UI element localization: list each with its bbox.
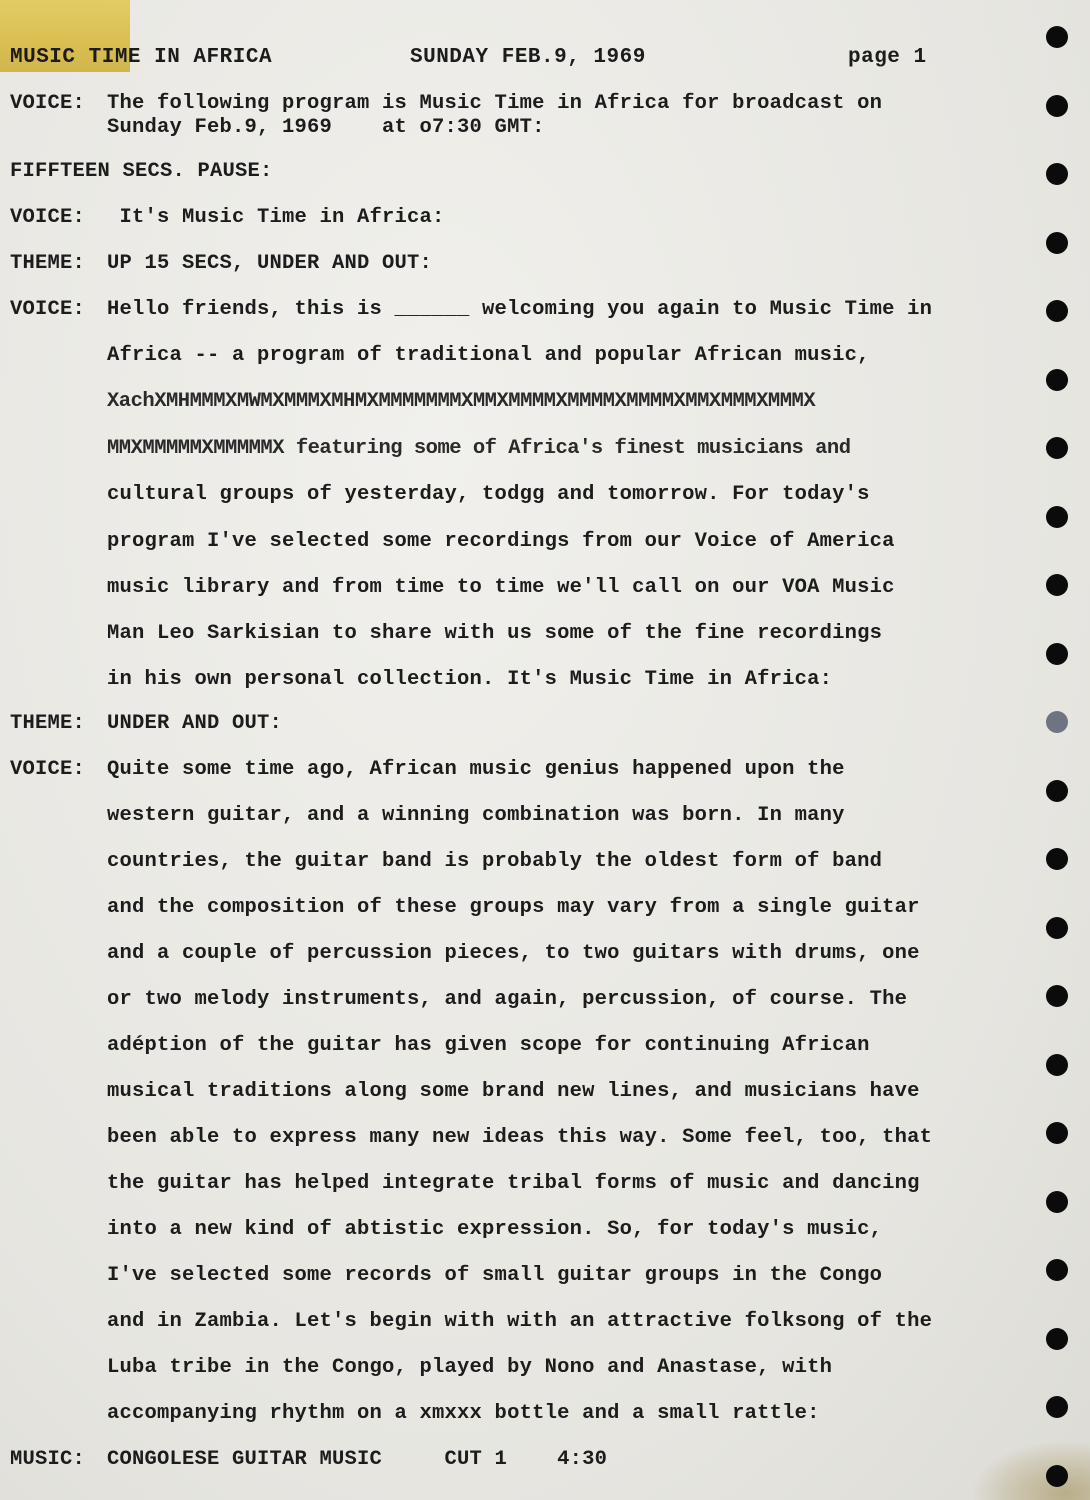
line-text: been able to express many new ideas this way. Some feel, too, that [107,1126,933,1149]
cue-label: VOICE: [10,206,86,229]
perforation-hole [1046,1465,1068,1487]
perforation-hole [1046,574,1068,596]
script-body-line [107,483,1027,513]
script-body-line [107,668,1027,698]
broadcast-date: SUNDAY FEB.9, 1969 [410,46,646,69]
script-body-line [107,1126,1027,1156]
line-text: into a new kind of abtistic expression. So, for today's music, [107,1218,883,1241]
perforation-hole [1046,643,1068,665]
perforation-hole [1046,1396,1068,1418]
perforation-hole [1046,232,1068,254]
line-text: I've selected some records of small guitar groups in the Congo [107,1264,883,1287]
cue-label: THEME: [10,712,86,735]
script-body-line [107,850,1027,880]
script-cue-line [10,758,1030,788]
script-cue-line [10,712,1030,742]
script-body-line [107,1218,1027,1248]
script-body-line [107,896,1027,926]
perforation-hole [1046,1054,1068,1076]
cue-label: THEME: [10,252,86,275]
line-text: UNDER AND OUT: [107,712,283,735]
perforation-hole [1046,848,1068,870]
perforation-hole [1046,1259,1068,1281]
script-body-line [107,390,1027,420]
perforation-hole [1046,369,1068,391]
line-text: The following program is Music Time in Africa for broadcast on [107,92,883,115]
script-body-line [107,576,1027,606]
script-body-line [107,804,1027,834]
perforation-hole [1046,1122,1068,1144]
line-text: and a couple of percussion pieces, to two guitars with drums, one [107,942,920,965]
script-body-line [107,1080,1027,1110]
line-text: cultural groups of yesterday, todgg and tomorrow. For today's [107,483,870,506]
script-body-line [107,942,1027,972]
line-text: CONGOLESE GUITAR MUSIC CUT 1 4:30 [107,1448,608,1471]
perforation-hole [1046,711,1068,733]
page-number: page 1 [848,46,927,69]
script-body-line [107,1172,1027,1202]
script-body-line [107,1310,1027,1340]
line-text: music library and from time to time we'll call on our VOA Music [107,576,895,599]
script-body-line [107,530,1027,560]
line-text: countries, the guitar band is probably the oldest form of band [107,850,883,873]
line-text: It's Music Time in Africa: [107,206,445,229]
line-text: XachXMHMMMXMWMXMMMXMHMXMMMMMMMXMMXMMMMXMMMMXMMMMXMMXMMMXMMMX [107,390,816,413]
cue-label: VOICE: [10,92,86,115]
script-body-line [107,1356,1027,1386]
script-cue-line [10,298,1030,328]
line-text: MMXMMMMMXMMMMMX featuring some of Africa's finest musicians and [107,437,851,460]
line-text: adéption of the guitar has given scope for continuing African [107,1034,870,1057]
cue-label: VOICE: [10,758,86,781]
line-text: Man Leo Sarkisian to share with us some of the fine recordings [107,622,883,645]
perforation-hole [1046,985,1068,1007]
line-text: in his own personal collection. It's Music Time in Africa: [107,668,833,691]
line-text: Africa -- a program of traditional and popular African music, [107,344,870,367]
perforation-holes [1046,26,1070,1486]
script-body-line [107,116,1027,146]
perforation-hole [1046,163,1068,185]
script-body-line [107,1034,1027,1064]
line-text: Quite some time ago, African music genius happened upon the [107,758,845,781]
line-text: Luba tribe in the Congo, played by Nono and Anastase, with [107,1356,833,1379]
line-text: the guitar has helped integrate tribal forms of music and dancing [107,1172,920,1195]
line-text: program I've selected some recordings from our Voice of America [107,530,895,553]
script-body-line [107,1264,1027,1294]
script-body-line [107,1402,1027,1432]
line-text: accompanying rhythm on a xmxxx bottle and a small rattle: [107,1402,820,1425]
script-cue-line [10,252,1030,282]
script-body-line [107,344,1027,374]
script-body-line [107,988,1027,1018]
line-text: Hello friends, this is ______ welcoming you again to Music Time in [107,298,933,321]
cue-label: VOICE: [10,298,86,321]
line-text: musical traditions along some brand new lines, and musicians have [107,1080,920,1103]
perforation-hole [1046,917,1068,939]
script-body-line [10,160,1030,190]
line-text: Sunday Feb.9, 1969 at o7:30 GMT: [107,116,545,139]
perforation-hole [1046,506,1068,528]
script-body-line [107,437,1027,467]
line-text: UP 15 SECS, UNDER AND OUT: [107,252,433,275]
page-header [10,46,1020,76]
line-text: FIFFTEEN SECS. PAUSE: [10,160,273,183]
line-text: or two melody instruments, and again, percussion, of course. The [107,988,908,1011]
script-cue-line [10,206,1030,236]
program-title: MUSIC TIME IN AFRICA [10,46,273,69]
perforation-hole [1046,300,1068,322]
perforation-hole [1046,95,1068,117]
perforation-hole [1046,780,1068,802]
line-text: and in Zambia. Let's begin with with an attractive folksong of the [107,1310,933,1333]
script-cue-line [10,1448,1030,1478]
perforation-hole [1046,1191,1068,1213]
script-body-line [107,622,1027,652]
cue-label: MUSIC: [10,1448,86,1471]
perforation-hole [1046,1328,1068,1350]
perforation-hole [1046,437,1068,459]
perforation-hole [1046,26,1068,48]
line-text: western guitar, and a winning combination was born. In many [107,804,845,827]
line-text: and the composition of these groups may vary from a single guitar [107,896,920,919]
